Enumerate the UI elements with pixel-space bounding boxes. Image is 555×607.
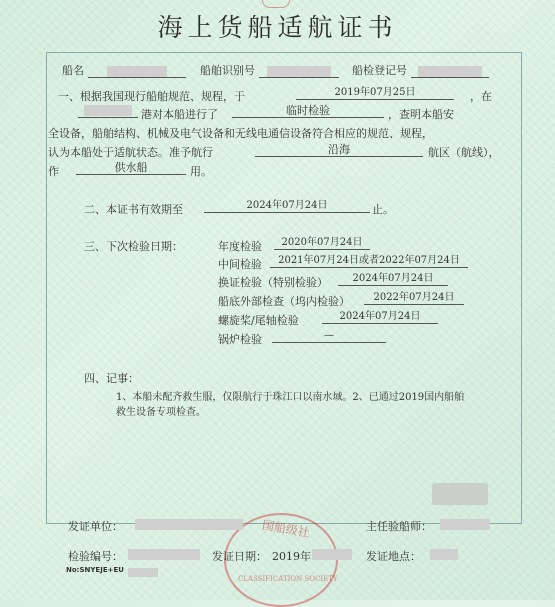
reg-no-field: 船检登记号 xyxy=(352,62,489,78)
surveyor-signature xyxy=(432,483,488,505)
propeller-survey-label: 螺旋桨/尾轴检验 xyxy=(218,314,299,327)
port-text: 港对本船进行了 xyxy=(141,108,218,121)
section2-prefix: 二、本证书有效期至 xyxy=(84,203,183,216)
issuer-label: 发证单位： xyxy=(68,520,123,533)
issue-place-value xyxy=(430,547,458,560)
annual-survey-label: 年度检验 xyxy=(218,240,262,253)
document-number: No:SNYEJE+EU xyxy=(66,566,124,574)
issue-date-redacted xyxy=(312,547,352,560)
issue-date-value: 2019年 xyxy=(272,550,311,563)
bottom-inspection-date: 2022年07月24日 xyxy=(364,291,464,305)
valid-until: 2024年07月24日 xyxy=(204,199,370,213)
route-suffix: 航区（航线）， xyxy=(428,146,500,159)
port-field xyxy=(78,104,138,118)
remarks-line1: 1、本船未配齐救生服，仅限航行于珠江口以南水域。2、已通过2019国内船舶 xyxy=(116,392,465,403)
issue-date-label: 发证日期： xyxy=(212,550,267,563)
section4-title: 四、记事： xyxy=(84,372,139,385)
redacted-issue-place xyxy=(430,549,458,560)
boiler-survey-date: — xyxy=(272,329,386,343)
issuer-value xyxy=(135,517,243,530)
redacted-surveyor xyxy=(440,519,490,530)
redacted-inspection-no xyxy=(128,549,200,560)
ship-id-field: 船舶识别号 xyxy=(200,62,339,78)
usage-suffix: 用。 xyxy=(190,165,212,178)
bottom-inspection-label: 船底外部检查（坞内检验） xyxy=(218,295,350,308)
remarks-line2: 救生设备专项检查。 xyxy=(116,407,206,418)
section1-line1-prefix: 一、根据我国现行船舶规范、规程，于 xyxy=(58,90,245,103)
surveyor-label: 主任验船师： xyxy=(366,520,432,533)
certificate-title: 海上货船适航证书 xyxy=(157,13,398,42)
redacted-doc-no xyxy=(128,568,158,577)
renewal-survey-label: 换证检验（特别检验） xyxy=(218,276,328,289)
seal-text: 国船级社 xyxy=(261,517,311,541)
ship-usage: 供水船 xyxy=(76,161,186,175)
renewal-survey-date: 2024年07月24日 xyxy=(338,272,448,286)
navigation-route: 沿海 xyxy=(255,143,423,157)
intermediate-survey-label: 中间检验 xyxy=(218,258,262,271)
issue-place-label: 发证地点： xyxy=(366,550,421,563)
document-number-redacted xyxy=(128,565,158,578)
intermediate-survey-date: 2021年07月24日或者2022年07月24日 xyxy=(270,254,468,268)
section1-line2-suffix: ，查明本船安 xyxy=(388,108,454,121)
surveyor-value xyxy=(440,517,490,530)
redacted-issue-date xyxy=(312,549,352,560)
survey-date: 2019年07月25日 xyxy=(296,86,454,100)
propeller-survey-date: 2024年07月24日 xyxy=(322,310,438,324)
redacted-issuer xyxy=(135,519,243,530)
inspection-no-value xyxy=(128,547,200,560)
section2-suffix: 止。 xyxy=(372,203,394,216)
section1-line1-suffix: ，在 xyxy=(470,90,492,103)
redacted-port xyxy=(84,105,132,116)
section1-line3: 全设备，船舶结构、机械及电气设备和无线电通信设备符合相应的规范、规程， xyxy=(48,127,433,140)
ship-name-field: 船名 xyxy=(62,62,186,78)
boiler-survey-label: 锅炉检验 xyxy=(218,333,262,346)
section1-line4-prefix: 认为本船处于适航状态。准予航行 xyxy=(48,146,213,159)
seal-subtext: CLASSIFICATION SOCIETY xyxy=(238,575,338,583)
top-seal-mark xyxy=(262,0,290,8)
annual-survey-date: 2020年07月24日 xyxy=(274,236,370,250)
work-prefix: 作 xyxy=(48,165,59,178)
section3-title: 三、下次检验日期： xyxy=(84,240,183,253)
inspection-type: 临时检验 xyxy=(232,104,384,118)
inspection-no-label: 检验编号： xyxy=(68,550,123,563)
